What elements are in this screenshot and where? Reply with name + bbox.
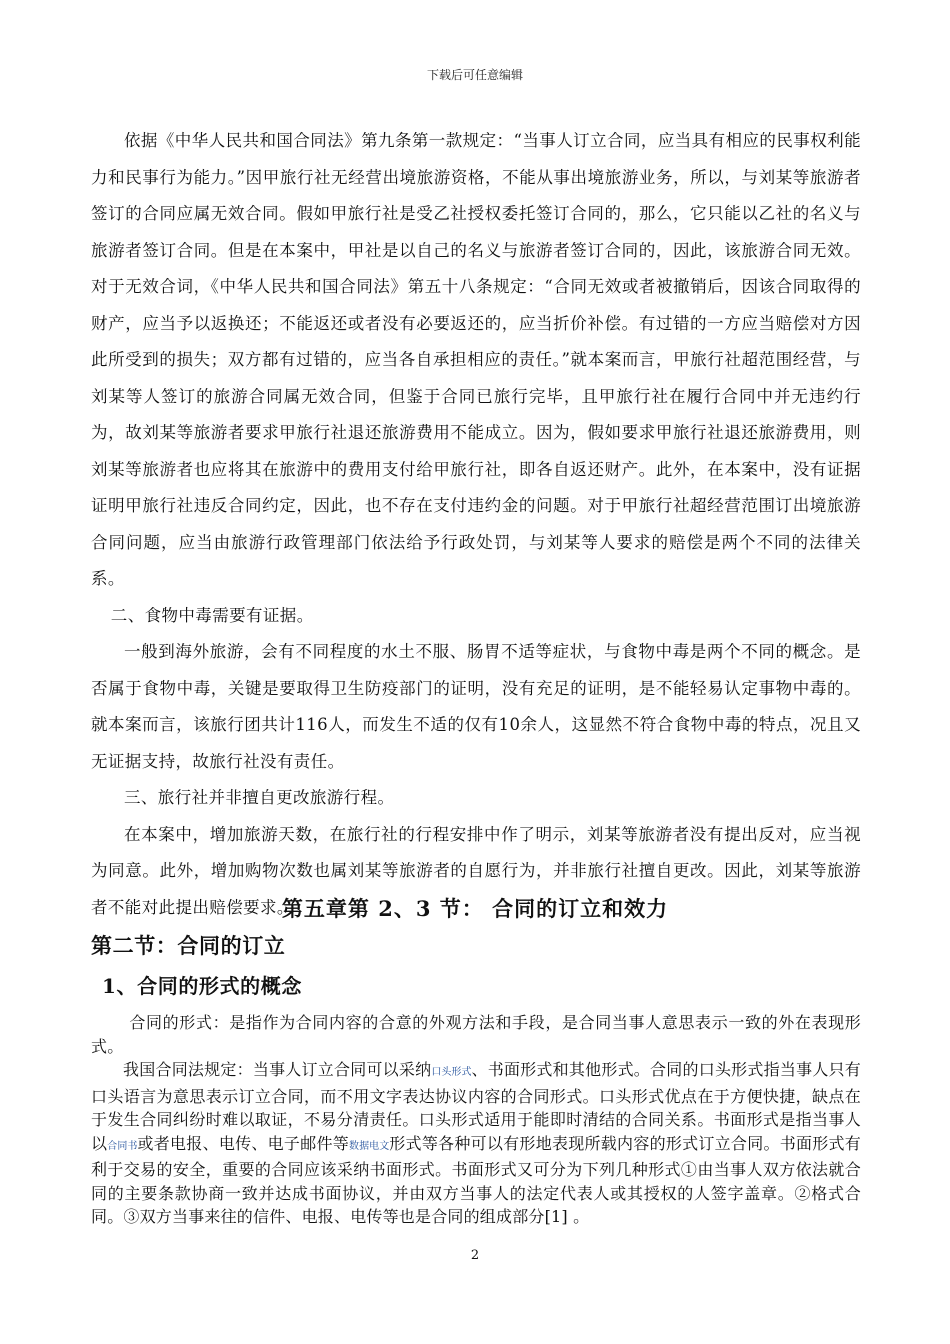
heading-food-poisoning: 二、食物中毒需要有证据。: [110, 605, 314, 625]
paragraph-text: 形式等各种可以有形地表现所载内容的形式订立合同。书面形式有利于交易的安全，重要的合同应该采纳书面形式。书面形式又可分为下列几种形式①由当事人双方依法就合同的主要条款协商一致并达成书面协议，并由双方当事人的法定代表人或其授权的人签字盖章。②格式合同。③双方当事来往的信件、电报、电传等也是合同的组成部分[1] 。: [91, 1133, 862, 1226]
data-message-link[interactable]: 数据电文: [349, 1140, 390, 1152]
page-header: 下载后可任意编辑: [426, 68, 523, 82]
paragraph-contract-law-analysis: 依据《中华人民共和国合同法》第九条第一款规定：“当事人订立合同，应当具有相应的民事权利能力和民事行为能力。”因甲旅行社无经营出境旅游资格，不能从事出境旅游业务，所以，与刘某等旅游者签订的合同应属无效合同。假如甲旅行社是受乙社授权委托签订合同的，那么，它只能以乙社的名义与旅游者签订合同。但是在本案中，甲社是以自己的名义与旅游者签订合同的，因此，该旅游合同无效。对于无效合词，《中华人民共和国合同法》第五十八条规定：“合同无效或者被撤销后，因该合同取得的财产，应当予以返换还；不能返还或者没有必要返还的，应当折价补偿。有过错的一方应当赔偿对方因此所受到的损失；双方都有过错的，应当各自承担相应的责任。”就本案而言，甲旅行社超范围经营，与刘某等人签订的旅游合同属无效合同，但鉴于合同已旅行完毕，且甲旅行社在履行合同中并无违约行为，故刘某等旅游者要求甲旅行社退还旅游费用不能成立。因为，假如要求甲旅行社退还旅游费用，则刘某等旅游者也应将其在旅游中的费用支付给甲旅行社，即各自返还财产。此外，在本案中，没有证据证明甲旅行社违反合同约定，因此，也不存在支付违约金的问题。对于甲旅行社超经营范围订出境旅游合同问题，应当由旅游行政管理部门依法给予行政处罚，与刘某等人要求的赔偿是两个不同的法律关系。: [91, 131, 861, 588]
paragraph-food-poisoning: 一般到海外旅游，会有不同程度的水土不服、肠胃不适等症状，与食物中毒是两个不同的概念。是否属于食物中毒，关键是要取得卫生防疫部门的证明，没有充足的证明，是不能轻易认定事物中毒的。就本案而言，该旅行团共计116人，而发生不适的仅有10余人，这显然不符合食物中毒的特点，况且又无证据支持，故旅行社没有责任。: [91, 642, 861, 771]
paragraph-text: 我国合同法规定：当事人订立合同可以采纳: [123, 1060, 432, 1079]
paragraph-text: 、书面形式和其他形式。合同的口头形式指当事人只有口头语言为意思表示订立合同，而不用文字表达协议内容的合同形式。口头形式优点在于方便快捷，缺点在于发生合同纠纷时难以取证，不易分清责任。口头形式适用于能即时清结的合同关系。书面形式是指当事人以: [91, 1060, 861, 1153]
paragraph-contract-forms: [91, 1058, 861, 1229]
paragraph-contract-form-definition: 合同的形式：是指作为合同内容的合意的外观方法和手段，是合同当事人意思表示一致的外在表现形式。: [91, 1013, 861, 1056]
contract-document-link[interactable]: 合同书: [107, 1140, 138, 1152]
paragraph-itinerary-change: 在本案中，增加旅游天数，在旅行社的行程安排中作了明示，刘某等旅游者没有提出反对，应当视为同意。此外，增加购物次数也属刘某等旅游者的自愿行为，并非旅行社擅自更改。因此，刘某等旅游者不能对此提出赔偿要求。: [91, 824, 861, 917]
body-text-bottom: [91, 1011, 861, 1229]
page-number: 2: [470, 1248, 480, 1263]
subsection-title: 1、合同的形式的概念: [102, 974, 302, 998]
body-text-top: [91, 123, 861, 926]
section-title: 第二节：合同的订立: [91, 933, 286, 958]
heading-itinerary-change: 三、旅行社并非擅自更改旅游行程。: [124, 788, 395, 807]
paragraph-text: 或者电报、电传、电子邮件等: [137, 1133, 349, 1153]
oral-form-link[interactable]: 口头形式: [431, 1067, 472, 1078]
chapter-title: 第五章第 2、3 节： 合同的订立和效力: [281, 896, 669, 921]
